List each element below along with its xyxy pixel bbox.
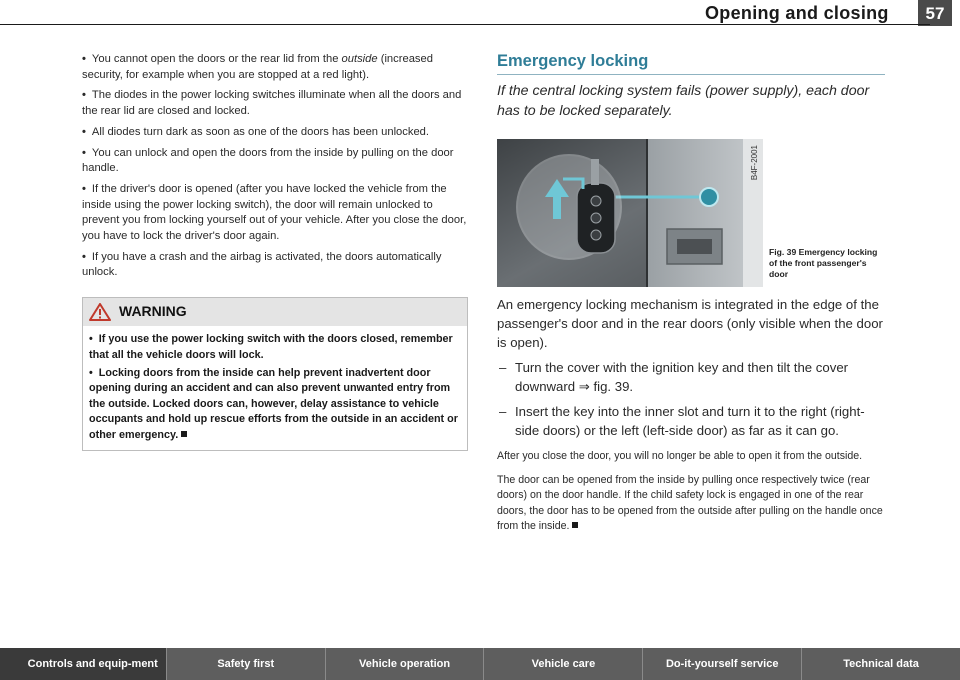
step-item: – Insert the key into the inner slot and turn it to the right (right-side doors) or the left (left-side door) as far as it can go. <box>497 402 885 440</box>
paragraph: The door can be opened from the inside by pulling once respectively twice (rear doors) on the door handle. If the child safety lock is engaged in one of the rear doors, the door has to be opened from the outside after pulling on the handle once from the inside. <box>497 474 883 532</box>
warning-item: • Locking doors from the inside can help prevent inadvertent door opening during an accident and can also prevent unwanted entry from the outside. Locked doors can, however, delay assistance to vehicle occupants and hold up rescue efforts from the outside in an accident or other emergency. <box>89 366 461 443</box>
figure-caption: Fig. 39 Emergency locking of the front passenger's door <box>769 247 878 279</box>
paragraph: After you close the door, you will no longer be able to open it from the outside. <box>497 450 863 462</box>
bullet-item: • You can unlock and open the doors from the inside by pulling on the door handle. <box>82 146 468 177</box>
page-header-title: Opening and closing <box>705 3 889 23</box>
warning-header <box>83 298 467 326</box>
left-column <box>82 52 468 451</box>
tab-safety-first[interactable]: Safety first <box>167 648 326 680</box>
figure-code: B4F-2001 <box>750 145 759 181</box>
bullet-item: • If the driver's door is opened (after you have locked the vehicle from the inside using the power locking switch), the door will remain unlocked to prevent you from locking yourself out of your vehicle. After you close the door, you have to lock the driver's door again. <box>82 182 468 245</box>
end-square-icon <box>572 522 578 528</box>
bullet-item: • All diodes turn dark as soon as one of the doors has been unlocked. <box>82 125 468 141</box>
door-key-illustration <box>497 139 763 287</box>
paragraph: An emergency locking mechanism is integrated in the edge of the passenger's door and in the rear doors (only visible when the door is open). <box>497 297 883 350</box>
tab-vehicle-operation[interactable]: Vehicle operation <box>326 648 485 680</box>
tab-technical-data[interactable]: Technical data <box>843 658 919 670</box>
bullet-item: • The diodes in the power locking switches illuminate when all the doors and the rear lid are closed and locked. <box>82 88 468 119</box>
section-rule <box>497 74 885 75</box>
header-rule <box>0 24 930 25</box>
warning-triangle-icon <box>89 303 111 321</box>
bullet-item: • If you have a crash and the airbag is activated, the doors automatically unlock. <box>82 250 468 281</box>
right-column <box>497 52 885 534</box>
warning-body <box>83 326 467 450</box>
tab-do-it-yourself-service[interactable]: Do-it-yourself service <box>643 648 802 680</box>
footer-nav <box>0 648 960 680</box>
section-title: Emergency locking <box>497 52 649 70</box>
figure-emergency-locking <box>497 139 763 287</box>
step-item: – Turn the cover with the ignition key and then tilt the cover downward ⇒ fig. 39. <box>497 358 885 396</box>
tab-vehicle-care[interactable]: Vehicle care <box>484 648 643 680</box>
section-intro: If the central locking system fails (power supply), each door has to be locked separately. <box>497 83 870 119</box>
bullet-item: • You cannot open the doors or the rear lid from the outside (increased security, for example when you are stopped at a red light). <box>82 52 468 83</box>
warning-box <box>82 297 468 451</box>
end-square-icon <box>181 431 187 437</box>
figure-row <box>497 139 885 287</box>
warning-item: • If you use the power locking switch with the doors closed, remember that all the vehicle doors will lock. <box>89 332 461 363</box>
warning-title: WARNING <box>119 303 187 320</box>
page-number-badge: 57 <box>918 0 952 26</box>
tab-controls-and-equipment[interactable]: Controls and equip-ment <box>0 648 167 680</box>
